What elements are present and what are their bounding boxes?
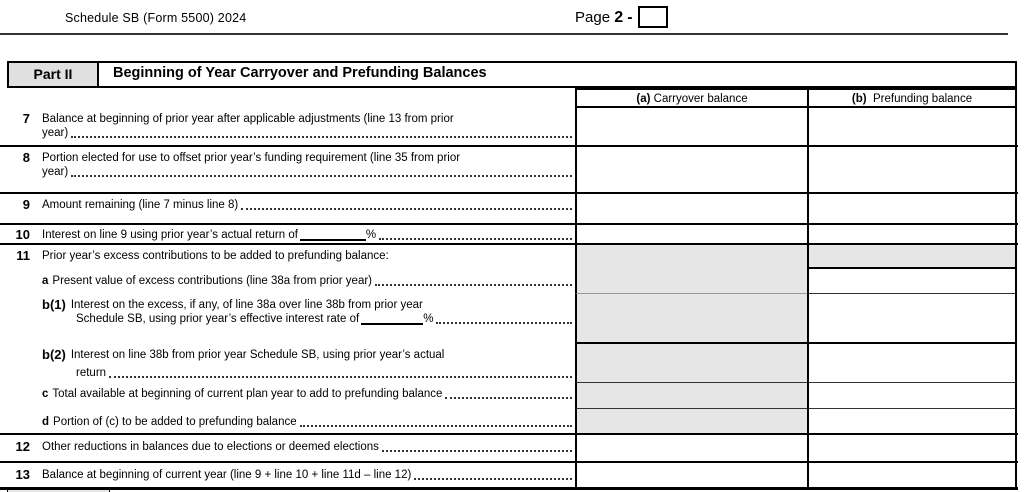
cell-11a-a-shaded xyxy=(575,269,807,294)
line9-number: 9 xyxy=(22,197,30,212)
line8-number: 8 xyxy=(22,150,30,165)
cell-10b[interactable] xyxy=(807,225,1017,243)
line10-percent: % xyxy=(365,229,377,241)
table-row-7 xyxy=(0,108,1018,147)
line11b2-text2: return xyxy=(76,367,107,379)
dotted-leader xyxy=(71,165,572,177)
cell-9a[interactable] xyxy=(575,194,807,223)
line10-number: 10 xyxy=(15,227,30,242)
dotted-leader xyxy=(445,387,572,399)
line11a-desc xyxy=(0,269,575,294)
part2-table xyxy=(0,88,1018,487)
line11-number: 11 xyxy=(16,248,30,263)
line11b1-rate-blank[interactable] xyxy=(361,312,423,325)
form-title: Schedule SB (Form 5500) 2024 xyxy=(65,11,247,25)
cell-9b[interactable] xyxy=(807,194,1017,223)
dotted-leader xyxy=(71,126,572,138)
line11b2-text: Interest on line 38b from prior year Schedule SB, using prior year’s actual xyxy=(70,349,445,361)
cell-11b1-a-shaded xyxy=(575,294,807,344)
line11d-desc xyxy=(0,409,575,433)
line11c-label: c xyxy=(42,388,49,400)
dotted-leader xyxy=(436,312,572,324)
line11c-gutter xyxy=(0,387,30,409)
cell-12b[interactable] xyxy=(807,435,1017,461)
header-spacer xyxy=(0,88,575,108)
line9-desc xyxy=(0,194,575,223)
cell-13a[interactable] xyxy=(575,463,807,487)
page-number-label xyxy=(575,6,668,28)
line11b2-gutter xyxy=(0,348,30,383)
table-row-8 xyxy=(0,147,1018,194)
page-separator: - xyxy=(627,9,633,26)
line10-desc xyxy=(0,225,575,243)
cell-11a-col-a-shaded xyxy=(575,245,807,269)
header-rule xyxy=(0,33,1008,35)
dotted-leader xyxy=(375,274,572,286)
column-a-label: Carryover balance xyxy=(653,93,748,105)
cell-13b[interactable] xyxy=(807,463,1017,487)
line9-text: Amount remaining (line 7 minus line 8) xyxy=(42,199,239,211)
line7-number: 7 xyxy=(22,111,30,126)
page-count-box[interactable] xyxy=(638,6,668,28)
cell-7b[interactable] xyxy=(807,108,1017,145)
dotted-leader xyxy=(414,468,572,480)
cell-11a-b[interactable] xyxy=(807,269,1017,294)
column-b-tag: (b) xyxy=(851,93,867,105)
line11-text: Prior year’s excess contributions to be added to prefunding balance: xyxy=(42,250,389,262)
table-row-9 xyxy=(0,194,1018,225)
cell-11b1-b[interactable] xyxy=(807,294,1017,344)
page-word: Page xyxy=(575,9,611,26)
line11b1-text2: Schedule SB, using prior year’s effective interest rate of xyxy=(76,313,360,325)
line11c-desc xyxy=(0,383,575,409)
line11d-gutter xyxy=(0,415,30,433)
line11b1-text: Interest on the excess, if any, of line 38a over line 38b from prior year xyxy=(70,299,423,311)
line12-text: Other reductions in balances due to elections or deemed elections xyxy=(42,441,379,453)
line11a-text: Present value of excess contributions (line 38a from prior year) xyxy=(52,275,372,287)
line7-text2: year) xyxy=(42,127,69,139)
cell-8a[interactable] xyxy=(575,147,807,192)
table-row-11c xyxy=(0,383,1018,409)
dotted-leader xyxy=(382,440,572,452)
cell-11b2-b[interactable] xyxy=(807,344,1017,383)
cell-11d-b[interactable] xyxy=(807,409,1017,433)
line11b1-percent: % xyxy=(423,313,434,325)
column-a-header xyxy=(575,88,807,108)
line10-text: Interest on line 9 using prior year’s actual return of xyxy=(42,229,298,241)
table-row-11d xyxy=(0,409,1018,435)
part2-header xyxy=(7,61,1017,88)
line12-desc xyxy=(0,435,575,461)
line13-number: 13 xyxy=(15,467,30,482)
line11b1-gutter xyxy=(0,298,30,344)
table-row-11b1 xyxy=(0,294,1018,344)
line11b2-desc xyxy=(0,344,575,383)
cell-7a[interactable] xyxy=(575,108,807,145)
line11b1-desc xyxy=(0,294,575,344)
cell-8b[interactable] xyxy=(807,147,1017,192)
cell-11d-a-shaded xyxy=(575,409,807,433)
line10-return-rate-blank[interactable] xyxy=(300,228,366,241)
line11-desc xyxy=(0,245,575,269)
table-row-11b2 xyxy=(0,344,1018,383)
line7-desc xyxy=(0,108,575,145)
part2-label: Part II xyxy=(9,63,99,86)
line13-text: Balance at beginning of current year (line 9 + line 10 + line 11d – line 12) xyxy=(42,469,412,481)
line11a-gutter xyxy=(0,274,30,294)
column-b-label: Prefunding balance xyxy=(872,93,973,105)
line12-number: 12 xyxy=(15,439,30,454)
line8-text2: year) xyxy=(42,166,69,178)
page-number: 2 xyxy=(614,9,624,26)
line7-text: Balance at beginning of prior year after applicable adjustments (line 13 from prior xyxy=(42,113,454,125)
cell-11-col-b-shaded xyxy=(807,245,1017,269)
line11d-label: d xyxy=(42,416,50,428)
cell-11b2-a-shaded xyxy=(575,344,807,383)
table-row-12 xyxy=(0,435,1018,463)
column-header-row xyxy=(0,88,1018,108)
line11a-label: a xyxy=(42,275,49,287)
table-row-13 xyxy=(0,463,1018,487)
column-b-header xyxy=(807,88,1017,108)
line11d-text: Portion of (c) to be added to prefunding balance xyxy=(53,416,297,428)
table-row-11a xyxy=(0,269,1018,294)
line11b2-label: b(2) xyxy=(42,347,66,362)
line11b1-label: b(1) xyxy=(42,297,66,312)
dotted-leader xyxy=(241,198,572,210)
line8-desc xyxy=(0,147,575,192)
table-row-10 xyxy=(0,225,1018,245)
table-row-11 xyxy=(0,245,1018,269)
line11c-text: Total available at beginning of current plan year to add to prefunding balance xyxy=(52,388,443,400)
cell-11c-a-shaded xyxy=(575,383,807,409)
dotted-leader xyxy=(300,415,572,427)
cell-11c-b[interactable] xyxy=(807,383,1017,409)
next-part-divider xyxy=(0,487,1018,492)
dotted-leader xyxy=(109,366,572,378)
cell-10a[interactable] xyxy=(575,225,807,243)
line13-desc xyxy=(0,463,575,487)
column-a-tag: (a) xyxy=(636,93,651,105)
part2-title: Beginning of Year Carryover and Prefunding Balances xyxy=(113,65,487,81)
cell-12a[interactable] xyxy=(575,435,807,461)
dotted-leader xyxy=(379,228,572,240)
line8-text: Portion elected for use to offset prior year’s funding requirement (line 35 from prior xyxy=(42,152,461,164)
